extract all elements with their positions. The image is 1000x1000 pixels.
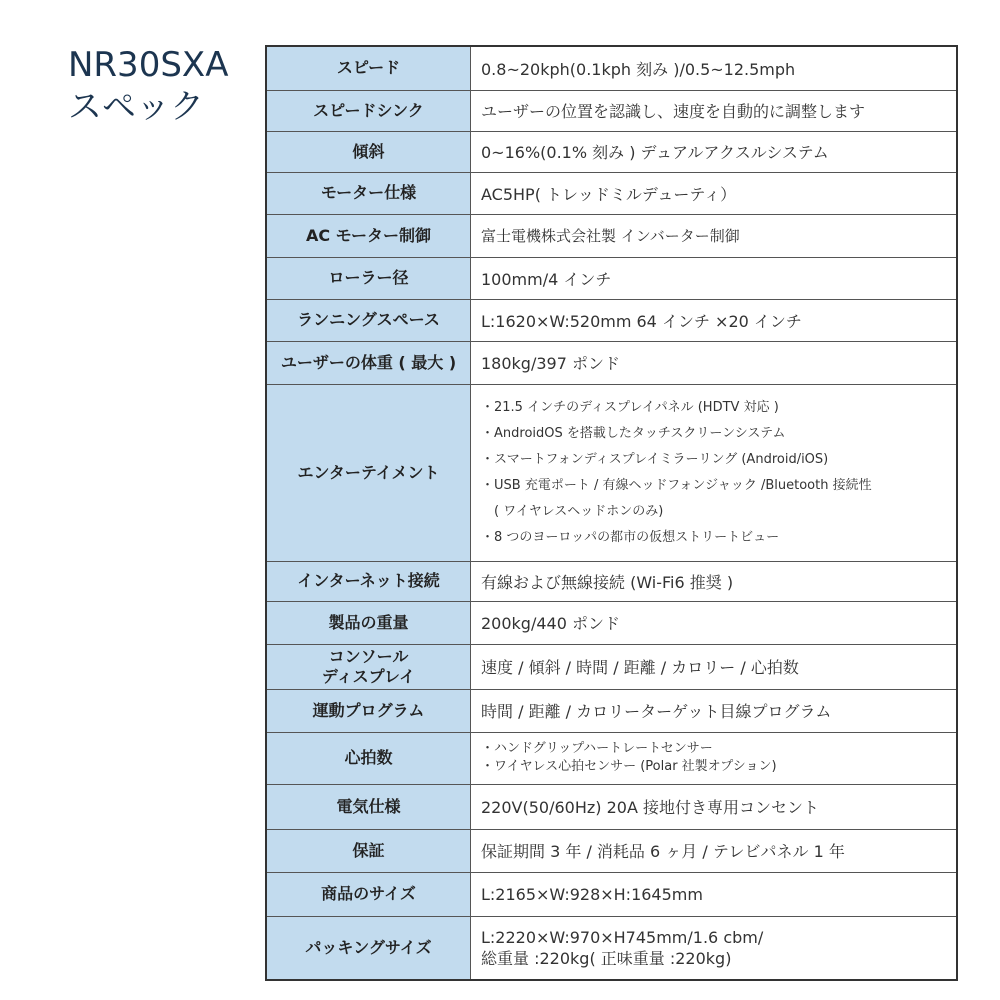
spec-value: 富士電機株式会社製 インバーター制御 xyxy=(471,214,958,257)
list-item: ・USB 充電ポート / 有線ヘッドフォンジャック /Bluetooth 接続性 xyxy=(481,477,872,493)
spec-label: 商品のサイズ xyxy=(266,872,471,916)
table-row xyxy=(266,131,957,172)
spec-value: AC5HP( トレッドミルデューティ） xyxy=(471,172,958,214)
label-line: コンソール xyxy=(328,646,409,666)
page-title xyxy=(68,44,228,128)
table-row xyxy=(266,872,957,916)
table-row xyxy=(266,90,957,131)
table-row xyxy=(266,644,957,689)
spec-value: 220V(50/60Hz) 20A 接地付き専用コンセント xyxy=(471,784,958,829)
spec-value: 0.8~20kph(0.1kph 刻み )/0.5~12.5mph xyxy=(471,46,958,90)
spec-label: 傾斜 xyxy=(266,131,471,172)
spec-value-list xyxy=(471,916,958,980)
model-name: NR30SXA xyxy=(68,45,229,85)
list-item: L:2220×W:970×H745mm/1.6 cbm/ xyxy=(481,927,764,947)
table-row xyxy=(266,384,957,561)
table-row xyxy=(266,172,957,214)
spec-value: 有線および無線接続 (Wi-Fi6 推奨 ) xyxy=(471,561,958,601)
spec-label xyxy=(266,644,471,689)
table-row xyxy=(266,341,957,384)
list-item: ・21.5 インチのディスプレイパネル (HDTV 対応 ) xyxy=(481,399,779,415)
spec-label: 保証 xyxy=(266,829,471,872)
title-spec: スペック xyxy=(68,87,204,127)
spec-value: 保証期間 3 年 / 消耗品 6 ヶ月 / テレビパネル 1 年 xyxy=(471,829,958,872)
spec-label: 電気仕様 xyxy=(266,784,471,829)
spec-value-list xyxy=(471,732,958,784)
spec-value: L:1620×W:520mm 64 インチ ×20 インチ xyxy=(471,299,958,341)
table-row xyxy=(266,829,957,872)
spec-label: ランニングスペース xyxy=(266,299,471,341)
list-item: ・ハンドグリップハートレートセンサー xyxy=(481,741,713,756)
list-item: 総重量 :220kg( 正味重量 :220kg) xyxy=(481,948,732,968)
spec-label: パッキングサイズ xyxy=(266,916,471,980)
spec-label: モーター仕様 xyxy=(266,172,471,214)
spec-label: 心拍数 xyxy=(266,732,471,784)
table-row xyxy=(266,257,957,299)
spec-value: 180kg/397 ポンド xyxy=(471,341,958,384)
spec-label: ユーザーの体重 ( 最大 ) xyxy=(266,341,471,384)
table-row xyxy=(266,689,957,732)
spec-label: スピード xyxy=(266,46,471,90)
spec-label: 運動プログラム xyxy=(266,689,471,732)
table-row xyxy=(266,299,957,341)
spec-label: エンターテイメント xyxy=(266,384,471,561)
list-item: ・8 つのヨーロッパの都市の仮想ストリートビュー xyxy=(481,529,780,545)
spec-value-list xyxy=(471,384,958,561)
spec-table xyxy=(265,45,958,981)
spec-label: 製品の重量 xyxy=(266,601,471,644)
spec-label: スピードシンク xyxy=(266,90,471,131)
table-row xyxy=(266,214,957,257)
spec-value: 速度 / 傾斜 / 時間 / 距離 / カロリー / 心拍数 xyxy=(471,644,958,689)
label-line: ディスプレイ xyxy=(321,666,416,686)
table-row xyxy=(266,784,957,829)
spec-label: ローラー径 xyxy=(266,257,471,299)
table-row xyxy=(266,601,957,644)
spec-value: 時間 / 距離 / カロリーターゲット目線プログラム xyxy=(471,689,958,732)
spec-value: 100mm/4 インチ xyxy=(471,257,958,299)
spec-value: ユーザーの位置を認識し、速度を自動的に調整します xyxy=(471,90,958,131)
spec-label: AC モーター制御 xyxy=(266,214,471,257)
table-row xyxy=(266,46,957,90)
list-item: ・スマートフォンディスプレイミラーリング (Android/iOS) xyxy=(481,451,829,467)
spec-value: 0~16%(0.1% 刻み ) デュアルアクスルシステム xyxy=(471,131,958,172)
table-row xyxy=(266,916,957,980)
list-item: ( ワイヤレスヘッドホンのみ) xyxy=(481,503,664,519)
spec-value: 200kg/440 ポンド xyxy=(471,601,958,644)
list-item: ・AndroidOS を搭載したタッチスクリーンシステム xyxy=(481,425,786,441)
list-item: ・ワイヤレス心拍センサー (Polar 社製オプション) xyxy=(481,759,777,774)
spec-value: L:2165×W:928×H:1645mm xyxy=(471,872,958,916)
spec-label: インターネット接続 xyxy=(266,561,471,601)
table-row xyxy=(266,732,957,784)
table-row xyxy=(266,561,957,601)
